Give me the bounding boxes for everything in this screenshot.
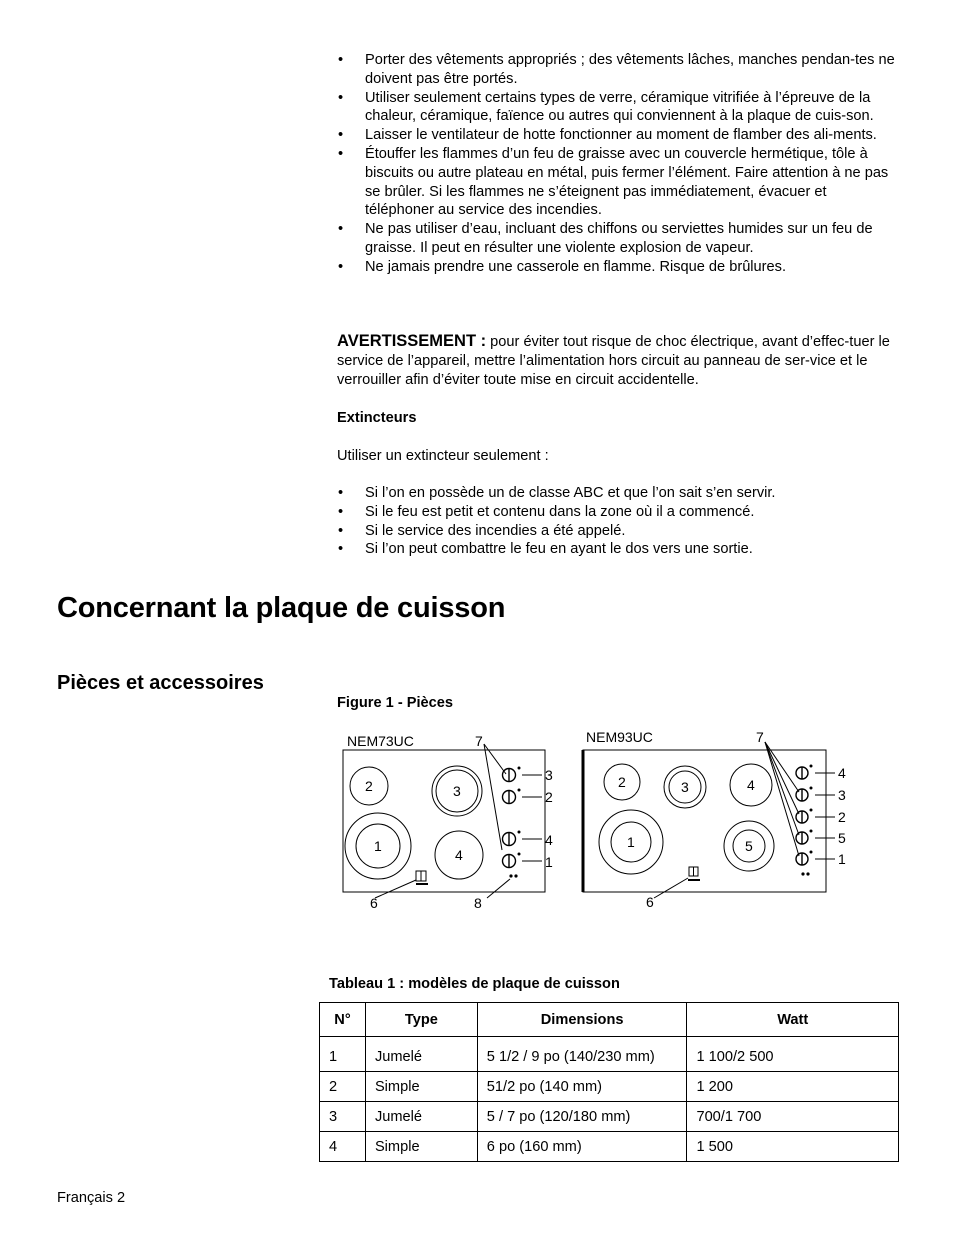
list-item: • Ne jamais prendre une casserole en flamme. Risque de brûlures. bbox=[337, 258, 897, 277]
table-cell: 6 po (160 mm) bbox=[477, 1132, 687, 1162]
column-header: Type bbox=[365, 1003, 477, 1037]
extinguisher-bullet-list bbox=[337, 484, 897, 559]
callout-indicator-left: 8 bbox=[474, 895, 482, 911]
table-row bbox=[320, 1072, 899, 1102]
callout-knobs-right: 7 bbox=[756, 729, 764, 745]
knob-number: 1 bbox=[545, 854, 553, 870]
cooktop-right-outline bbox=[583, 750, 826, 892]
table-cell: 51/2 po (140 mm) bbox=[477, 1072, 687, 1102]
table-row bbox=[320, 1132, 899, 1162]
callout-knobs-left: 7 bbox=[475, 733, 483, 749]
table-cell: 5 / 7 po (120/180 mm) bbox=[477, 1102, 687, 1132]
table-cell: 1 100/2 500 bbox=[687, 1037, 899, 1072]
models-table bbox=[319, 1002, 899, 1162]
column-header: Watt bbox=[687, 1003, 899, 1037]
warning-label: AVERTISSEMENT : bbox=[337, 332, 487, 350]
extinguishers-intro: Utiliser un extincteur seulement : bbox=[337, 448, 549, 464]
table-cell: Jumelé bbox=[365, 1037, 477, 1072]
knob-number: 4 bbox=[545, 832, 553, 848]
safety-bullet-list bbox=[337, 51, 897, 277]
display-icon bbox=[688, 867, 700, 881]
table-cell: Simple bbox=[365, 1072, 477, 1102]
knob-number: 3 bbox=[545, 767, 553, 783]
list-item: • Si le service des incendies a été appelé. bbox=[337, 522, 897, 541]
burner-number: 3 bbox=[453, 783, 461, 799]
knob-icon bbox=[503, 769, 516, 868]
callout-display-left: 6 bbox=[370, 895, 378, 911]
model-left-label: NEM73UC bbox=[347, 733, 414, 749]
table-cell: Simple bbox=[365, 1132, 477, 1162]
parts-diagram bbox=[330, 722, 870, 917]
knob-number: 2 bbox=[545, 789, 553, 805]
warning-paragraph bbox=[337, 332, 897, 389]
figure-caption: Figure 1 - Pièces bbox=[337, 695, 453, 711]
burner-number: 3 bbox=[681, 779, 689, 795]
burner-number: 5 bbox=[745, 838, 753, 854]
column-header: N° bbox=[320, 1003, 366, 1037]
display-icon bbox=[416, 871, 428, 885]
page-footer: Français 2 bbox=[57, 1190, 126, 1206]
list-item: • Porter des vêtements appropriés ; des vêtements lâches, manches pendan-tes ne doivent pas être portés. bbox=[337, 51, 897, 89]
table-cell: 3 bbox=[320, 1102, 366, 1132]
table-cell: Jumelé bbox=[365, 1102, 477, 1132]
burner-number: 4 bbox=[747, 777, 755, 793]
burner-number: 2 bbox=[365, 778, 373, 794]
table-cell: 1 bbox=[320, 1037, 366, 1072]
list-item: • Utiliser seulement certains types de verre, céramique vitrifiée à l’épreuve de la chaleur, céramique, faïence ou autres qui conviennent à la plaque de cuis-son. bbox=[337, 89, 897, 127]
burner-number: 1 bbox=[374, 838, 382, 854]
list-item: • Si l’on en possède un de classe ABC et que l’on sait s’en servir. bbox=[337, 484, 897, 503]
knob-number: 1 bbox=[838, 851, 846, 867]
table-cell: 700/1 700 bbox=[687, 1102, 899, 1132]
list-item: • Si le feu est petit et contenu dans la zone où il a commencé. bbox=[337, 503, 897, 522]
subsection-title: Pièces et accessoires bbox=[57, 672, 264, 694]
model-right-label: NEM93UC bbox=[586, 729, 653, 745]
list-item: • Si l’on peut combattre le feu en ayant le dos vers une sortie. bbox=[337, 540, 897, 559]
knob-number: 2 bbox=[838, 809, 846, 825]
indicator-dots-icon bbox=[801, 872, 809, 875]
knob-number: 5 bbox=[838, 830, 846, 846]
table-row bbox=[320, 1037, 899, 1072]
table-cell: 5 1/2 / 9 po (140/230 mm) bbox=[477, 1037, 687, 1072]
table-cell: 1 500 bbox=[687, 1132, 899, 1162]
table-cell: 2 bbox=[320, 1072, 366, 1102]
callout-display-right: 6 bbox=[646, 894, 654, 910]
table-caption: Tableau 1 : modèles de plaque de cuisson bbox=[329, 976, 620, 992]
list-item: • Laisser le ventilateur de hotte fonctionner au moment de flamber des ali-ments. bbox=[337, 126, 897, 145]
burner-number: 4 bbox=[455, 847, 463, 863]
warning-text: pour éviter tout risque de choc électrique, avant d’effec-tuer le service de l’appareil, mettre l’alimentation hors circuit au panneau de ser-vice et le verrouiller afin d’éviter toute mise en circuit accidentelle. bbox=[337, 334, 890, 388]
table-cell: 4 bbox=[320, 1132, 366, 1162]
column-header: Dimensions bbox=[477, 1003, 687, 1037]
section-title: Concernant la plaque de cuisson bbox=[57, 592, 506, 624]
extinguishers-heading: Extincteurs bbox=[337, 410, 417, 426]
knob-number: 3 bbox=[838, 787, 846, 803]
list-item: • Ne pas utiliser d’eau, incluant des chiffons ou serviettes humides sur un feu de graisse. Il peut en résulter une violente explosion de vapeur. bbox=[337, 220, 897, 258]
table-row bbox=[320, 1102, 899, 1132]
table-header-row bbox=[320, 1003, 899, 1037]
knob-number: 4 bbox=[838, 765, 846, 781]
table-cell: 1 200 bbox=[687, 1072, 899, 1102]
indicator-dots-icon bbox=[509, 874, 517, 877]
burner-number: 2 bbox=[618, 774, 626, 790]
burner-number: 1 bbox=[627, 834, 635, 850]
list-item: • Étouffer les flammes d’un feu de graisse avec un couvercle hermétique, tôle à biscuits ou autre plateau en métal, puis fermer l’élément. Faire attention à ne pas se brûler. Si les flammes ne s’éteignent pas immédiatement, évacuer et téléphoner au service des incendies. bbox=[337, 145, 897, 220]
